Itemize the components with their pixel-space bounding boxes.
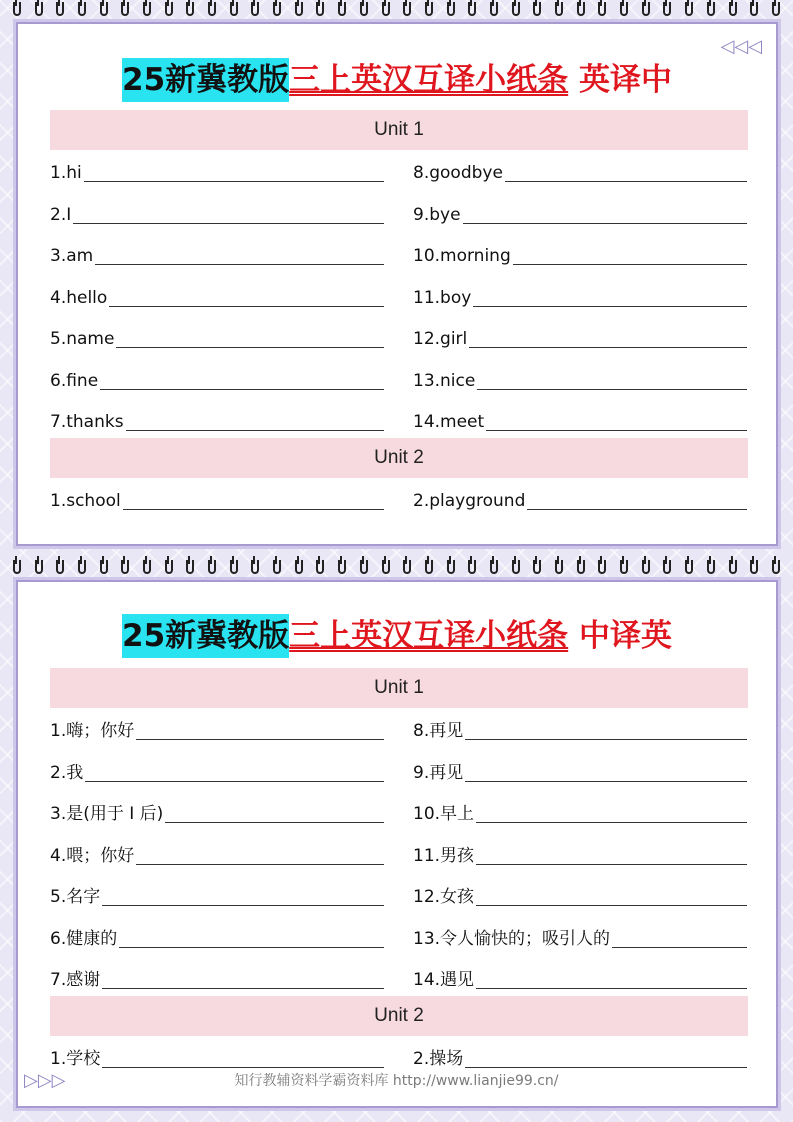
answer-blank[interactable] bbox=[476, 904, 747, 906]
vocab-prompt: 1.school bbox=[50, 491, 121, 511]
spiral-ring bbox=[447, 560, 455, 574]
spiral-ring bbox=[13, 560, 21, 574]
vocab-item bbox=[50, 243, 384, 267]
vocab-prompt: 1.hi bbox=[50, 163, 82, 183]
spiral-ring bbox=[143, 2, 151, 16]
vocab-prompt: 14.meet bbox=[413, 412, 485, 432]
vocab-prompt: 8.goodbye bbox=[413, 163, 503, 183]
spiral-ring bbox=[772, 560, 780, 574]
spiral-ring bbox=[251, 560, 259, 574]
arrow-left-icon: ◁◁◁ bbox=[720, 36, 762, 57]
answer-blank[interactable] bbox=[136, 863, 384, 865]
spiral-ring bbox=[273, 2, 281, 16]
vocab-item bbox=[413, 409, 747, 433]
spiral-ring bbox=[121, 2, 129, 16]
vocab-item bbox=[413, 488, 747, 512]
vocab-item bbox=[413, 368, 747, 392]
title-main: 三上英汉互译小纸条 bbox=[289, 618, 569, 654]
vocab-prompt: 5.name bbox=[50, 329, 115, 349]
title-mode: 英译中 bbox=[578, 62, 672, 98]
answer-blank[interactable] bbox=[116, 346, 384, 348]
spiral-ring bbox=[512, 2, 520, 16]
vocab-prompt: 4.hello bbox=[50, 287, 108, 308]
answer-blank[interactable] bbox=[505, 180, 747, 182]
spiral-ring bbox=[35, 2, 43, 16]
vocab-item bbox=[50, 884, 384, 908]
vocab-item bbox=[50, 326, 384, 350]
spiral-ring bbox=[382, 2, 390, 16]
title-highlight: 25新冀教版 bbox=[122, 58, 289, 102]
title-main: 三上英汉互译小纸条 bbox=[289, 62, 569, 98]
answer-blank[interactable] bbox=[612, 946, 747, 948]
arrow-right-icon: ▷▷▷ bbox=[24, 1070, 66, 1091]
spiral-ring bbox=[642, 560, 650, 574]
answer-blank[interactable] bbox=[463, 222, 747, 224]
spiral-ring bbox=[208, 2, 216, 16]
answer-blank[interactable] bbox=[465, 780, 747, 782]
vocab-item bbox=[413, 843, 747, 867]
vocab-prompt: 11.男孩 bbox=[413, 845, 475, 866]
unit-1-header: Unit 1 bbox=[50, 668, 748, 708]
answer-blank[interactable] bbox=[119, 946, 384, 948]
spiral-ring bbox=[555, 560, 563, 574]
spiral-ring bbox=[273, 560, 281, 574]
answer-blank[interactable] bbox=[136, 738, 384, 740]
answer-blank[interactable] bbox=[513, 263, 747, 265]
title-highlight: 25新冀教版 bbox=[122, 614, 289, 658]
spiral-ring bbox=[512, 560, 520, 574]
answer-blank[interactable] bbox=[100, 388, 384, 390]
vocab-item bbox=[50, 760, 384, 784]
vocab-item bbox=[413, 243, 747, 267]
answer-blank[interactable] bbox=[477, 388, 747, 390]
worksheet-card-zh-to-en bbox=[16, 580, 778, 1108]
vocab-prompt: 11.boy bbox=[413, 287, 472, 308]
vocab-item bbox=[50, 488, 384, 512]
vocab-item bbox=[413, 160, 747, 184]
vocab-item bbox=[413, 967, 747, 991]
spiral-ring bbox=[403, 2, 411, 16]
spiral-ring bbox=[729, 2, 737, 16]
answer-blank[interactable] bbox=[126, 429, 384, 431]
vocab-item bbox=[50, 285, 384, 309]
spiral-ring bbox=[425, 2, 433, 16]
unit-2-header: Unit 2 bbox=[50, 438, 748, 478]
vocab-item bbox=[413, 326, 747, 350]
vocab-prompt: 10.早上 bbox=[413, 804, 475, 824]
vocab-item bbox=[50, 202, 384, 226]
vocab-prompt: 3.是(用于 I 后) bbox=[50, 804, 164, 824]
spiral-ring bbox=[772, 2, 780, 16]
vocab-prompt: 2.我 bbox=[50, 762, 84, 783]
vocab-prompt: 6.fine bbox=[50, 370, 99, 391]
spiral-ring bbox=[685, 2, 693, 16]
answer-blank[interactable] bbox=[476, 987, 747, 989]
answer-blank[interactable] bbox=[102, 904, 384, 906]
spiral-ring bbox=[316, 560, 324, 574]
vocab-item bbox=[50, 368, 384, 392]
vocab-prompt: 1.嗨；你好 bbox=[50, 721, 135, 741]
spiral-ring bbox=[186, 2, 194, 16]
vocab-item bbox=[413, 760, 747, 784]
answer-blank[interactable] bbox=[123, 508, 384, 510]
vocab-item bbox=[413, 1046, 747, 1070]
vocab-item bbox=[413, 285, 747, 309]
answer-blank[interactable] bbox=[486, 429, 747, 431]
spiral-ring bbox=[382, 560, 390, 574]
spiral-ring bbox=[251, 2, 259, 16]
spiral-binding-middle bbox=[0, 560, 793, 582]
spiral-ring bbox=[165, 2, 173, 16]
answer-blank[interactable] bbox=[476, 863, 747, 865]
vocab-prompt: 10.morning bbox=[413, 246, 511, 266]
vocab-prompt: 2.I bbox=[50, 204, 72, 225]
spiral-ring bbox=[13, 2, 21, 16]
answer-blank[interactable] bbox=[465, 738, 747, 740]
spiral-ring bbox=[750, 560, 758, 574]
answer-blank[interactable] bbox=[109, 305, 384, 307]
spiral-ring bbox=[316, 2, 324, 16]
vocab-item bbox=[50, 843, 384, 867]
vocab-item bbox=[413, 884, 747, 908]
vocab-item bbox=[50, 409, 384, 433]
spiral-ring bbox=[78, 2, 86, 16]
spiral-ring bbox=[490, 2, 498, 16]
answer-blank[interactable] bbox=[165, 821, 384, 823]
spiral-ring bbox=[230, 560, 238, 574]
spiral-ring bbox=[598, 2, 606, 16]
spiral-ring bbox=[186, 560, 194, 574]
worksheet-title bbox=[18, 616, 776, 656]
vocab-prompt: 14.遇见 bbox=[413, 970, 475, 990]
spiral-ring bbox=[490, 560, 498, 574]
vocab-prompt: 13.令人愉快的；吸引人的 bbox=[413, 928, 611, 949]
spiral-ring bbox=[56, 2, 64, 16]
spiral-ring bbox=[555, 2, 563, 16]
spiral-ring bbox=[642, 2, 650, 16]
spiral-ring bbox=[729, 560, 737, 574]
spiral-ring bbox=[100, 2, 108, 16]
vocab-item bbox=[50, 1046, 384, 1070]
spiral-binding-top bbox=[0, 2, 793, 24]
spiral-ring bbox=[577, 2, 585, 16]
spiral-ring bbox=[360, 560, 368, 574]
spiral-ring bbox=[295, 2, 303, 16]
answer-blank[interactable] bbox=[476, 821, 747, 823]
spiral-ring bbox=[338, 2, 346, 16]
title-mode: 中译英 bbox=[578, 618, 672, 654]
vocab-prompt: 4.喂；你好 bbox=[50, 845, 135, 866]
vocab-item bbox=[413, 926, 747, 950]
spiral-ring bbox=[620, 560, 628, 574]
spiral-ring bbox=[295, 560, 303, 574]
spiral-ring bbox=[78, 560, 86, 574]
spiral-ring bbox=[447, 2, 455, 16]
spiral-ring bbox=[707, 2, 715, 16]
unit-2-header: Unit 2 bbox=[50, 996, 748, 1036]
spiral-ring bbox=[598, 560, 606, 574]
vocab-item bbox=[50, 967, 384, 991]
answer-blank[interactable] bbox=[102, 1066, 384, 1068]
spiral-ring bbox=[468, 560, 476, 574]
spiral-ring bbox=[230, 2, 238, 16]
vocab-item bbox=[50, 718, 384, 742]
vocab-prompt: 7.感谢 bbox=[50, 970, 101, 990]
answer-blank[interactable] bbox=[84, 180, 384, 182]
spiral-ring bbox=[100, 560, 108, 574]
vocab-prompt: 9.bye bbox=[413, 204, 461, 225]
spiral-ring bbox=[533, 2, 541, 16]
answer-blank[interactable] bbox=[527, 508, 747, 510]
spiral-ring bbox=[165, 560, 173, 574]
spiral-ring bbox=[663, 560, 671, 574]
worksheet-title bbox=[18, 60, 776, 100]
vocab-prompt: 9.再见 bbox=[413, 762, 464, 783]
vocab-item bbox=[413, 801, 747, 825]
vocab-prompt: 2.操场 bbox=[413, 1049, 464, 1069]
vocab-prompt: 5.名字 bbox=[50, 887, 101, 907]
vocab-prompt: 2.playground bbox=[413, 491, 526, 511]
vocab-item bbox=[413, 718, 747, 742]
vocab-prompt: 12.女孩 bbox=[413, 887, 475, 907]
vocab-prompt: 13.nice bbox=[413, 370, 476, 391]
worksheet-card-en-to-zh bbox=[16, 22, 778, 546]
vocab-prompt: 8.再见 bbox=[413, 721, 464, 741]
unit-1-header: Unit 1 bbox=[50, 110, 748, 150]
answer-blank[interactable] bbox=[469, 346, 747, 348]
spiral-ring bbox=[425, 560, 433, 574]
answer-blank[interactable] bbox=[73, 222, 384, 224]
spiral-ring bbox=[403, 560, 411, 574]
spiral-ring bbox=[533, 560, 541, 574]
vocab-prompt: 7.thanks bbox=[50, 412, 124, 432]
answer-blank[interactable] bbox=[465, 1066, 747, 1068]
spiral-ring bbox=[468, 2, 476, 16]
vocab-item bbox=[413, 202, 747, 226]
vocab-prompt: 1.学校 bbox=[50, 1049, 101, 1069]
spiral-ring bbox=[121, 560, 129, 574]
spiral-ring bbox=[577, 560, 585, 574]
spiral-ring bbox=[208, 560, 216, 574]
decor-arrows-left bbox=[720, 38, 762, 56]
spiral-ring bbox=[338, 560, 346, 574]
vocab-prompt: 12.girl bbox=[413, 329, 468, 349]
vocab-item bbox=[50, 801, 384, 825]
vocab-prompt: 6.健康的 bbox=[50, 928, 118, 949]
answer-blank[interactable] bbox=[95, 263, 384, 265]
answer-blank[interactable] bbox=[85, 780, 384, 782]
spiral-ring bbox=[56, 560, 64, 574]
spiral-ring bbox=[360, 2, 368, 16]
spiral-ring bbox=[143, 560, 151, 574]
spiral-ring bbox=[35, 560, 43, 574]
vocab-item bbox=[50, 160, 384, 184]
spiral-ring bbox=[750, 2, 758, 16]
spiral-ring bbox=[620, 2, 628, 16]
spiral-ring bbox=[663, 2, 671, 16]
answer-blank[interactable] bbox=[473, 305, 747, 307]
answer-blank[interactable] bbox=[102, 987, 384, 989]
spiral-ring bbox=[707, 560, 715, 574]
spiral-ring bbox=[685, 560, 693, 574]
vocab-item bbox=[50, 926, 384, 950]
vocab-prompt: 3.am bbox=[50, 246, 94, 266]
footer-source: 知行教辅资料学霸资料库 http://www.lianjie99.cn/ bbox=[234, 1073, 559, 1089]
